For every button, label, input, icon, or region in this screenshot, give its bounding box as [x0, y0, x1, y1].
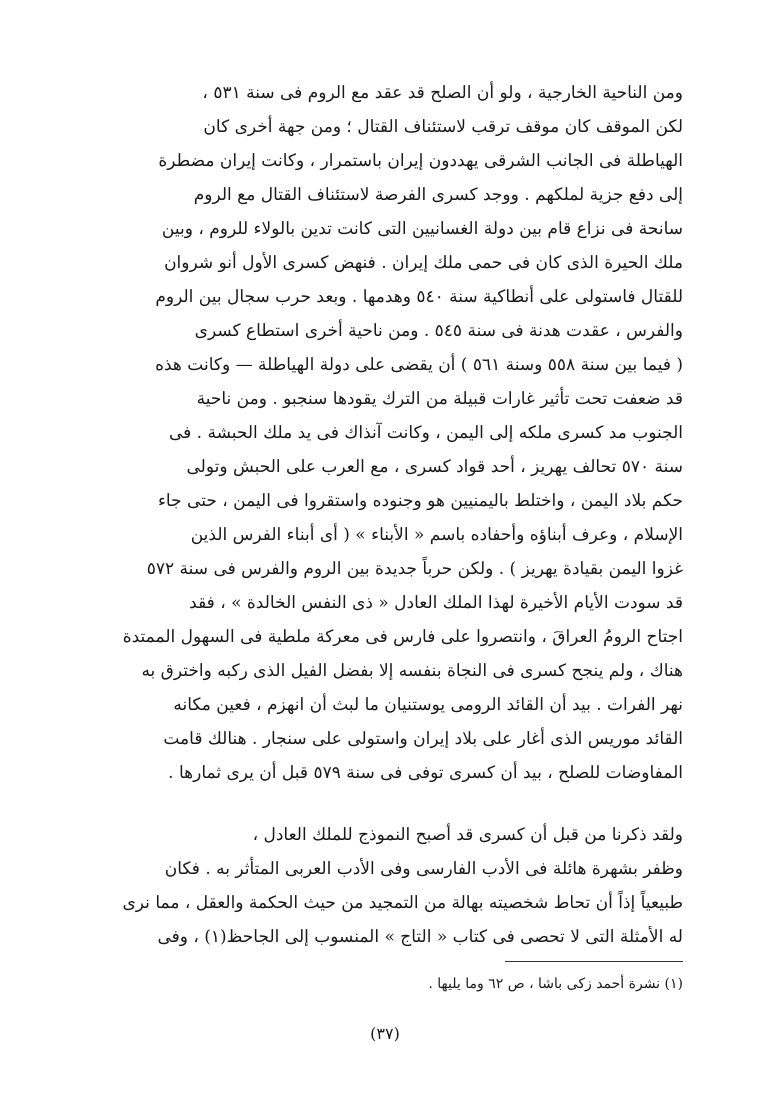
text-line: اجتاح الرومُ العراقَ ، وانتصروا على فارس فى معركة ملطية فى السهول الممتدة: [122, 627, 683, 647]
paragraph-1: [88, 76, 683, 790]
paragraph-2: [88, 818, 683, 954]
text-line: غزوا اليمن بقيادة يهريز ) . ولكن حرباً جديدة بين الروم والفرس فى سنة ٥٧٢: [146, 559, 683, 579]
text-line: ملك الحيرة الذى كان فى حمى ملك إيران . فنهض كسرى الأول أنو شروان: [164, 253, 683, 273]
footnote: (١) نشرة أحمد زكى باشا ، ص ٦٢ وما يليها .: [428, 976, 683, 992]
text-line: طبيعياً إذاً أن تحاط شخصيته بهالة من التمجيد من حيث الحكمة والعقل ، مما نرى: [122, 893, 683, 913]
text-line: قد سودت الأيام الأخيرة لهذا الملك العادل « ذى النفس الخالدة » ، فقد: [189, 593, 683, 613]
text-line: القائد موريس الذى أغار على بلاد إيران واستولى على سنجار . هنالك قامت: [163, 729, 683, 749]
text-line: وظفر بشهرة هائلة فى الأدب الفارسى وفى الأدب العربى المتأثر به . فكان: [164, 859, 683, 879]
text-line: الإسلام ، وعرف أبناؤه وأحفاده باسم « الأبناء » ( أى أبناء الفرس الذين: [190, 525, 683, 545]
text-line: حكم بلاد اليمن ، واختلط باليمنيين هو وجنوده واستقروا فى اليمن ، حتى جاء: [157, 491, 683, 511]
page-number: (٣٧): [370, 1024, 400, 1043]
text-line: ( فيما بين سنة ٥٥٨ وسنة ٥٦١ ) أن يقضى على دولة الهياطلة — وكانت هذه: [155, 355, 683, 375]
text-line: المفاوضات للصلح ، بيد أن كسرى توفى فى سنة ٥٧٩ قبل أن يرى ثمارها .: [168, 763, 683, 783]
text-line: هناك ، ولم ينجح كسرى فى النجاة بنفسه إلا بفضل الفيل الذى ركبه واخترق به: [141, 661, 683, 681]
text-line: سانحة فى نزاع قام بين دولة الغسانيين التى كانت تدين بالولاء للروم ، وبين: [161, 219, 683, 239]
text-line: سنة ٥٧٠ تحالف يهريز ، أحد قواد كسرى ، مع العرب على الحبش وتولى: [186, 457, 683, 477]
text-line: قد ضعفت تحت تأثير غارات قبيلة من الترك يقودها سنجبو . ومن ناحية: [196, 389, 683, 409]
text-line: له الأمثلة التى لا تحصى فى كتاب « التاج » المنسوب إلى الجاحظ(١) ، وفى: [157, 927, 683, 947]
text-line: لكن الموقف كان موقف ترقب لاستئناف القتال ؛ ومن جهة أخرى كان: [203, 117, 683, 137]
text-line: والفرس ، عقدت هدنة فى سنة ٥٤٥ . ومن ناحية أخرى استطاع كسرى: [194, 321, 683, 341]
text-line: الهياطلة فى الجانب الشرقى يهددون إيران باستمرار ، وكانت إيران مضطرة: [158, 151, 683, 171]
text-line: ومن الناحية الخارجية ، ولو أن الصلح قد عقد مع الروم فى سنة ٥٣١ ،: [202, 83, 683, 103]
text-line: الجنوب مد كسرى ملكه إلى اليمن ، وكانت آنذاك فى يد ملك الحبشة . فى: [168, 423, 683, 443]
text-line: ولقد ذكرنا من قبل أن كسرى قد أصبح النموذج للملك العادل ،: [252, 825, 683, 845]
text-line: نهر الفرات . بيد أن القائد الرومى يوستنيان ما لبث أن انهزم ، فعين مكانه: [173, 695, 683, 715]
text-line: للقتال فاستولى على أنطاكية سنة ٥٤٠ وهدمها . وبعد حرب سجال بين الروم: [155, 287, 683, 307]
footnote-divider: [505, 961, 683, 962]
text-line: إلى دفع جزية لملكهم . ووجد كسرى الفرصة لاستئناف القتال مع الروم: [193, 185, 683, 205]
